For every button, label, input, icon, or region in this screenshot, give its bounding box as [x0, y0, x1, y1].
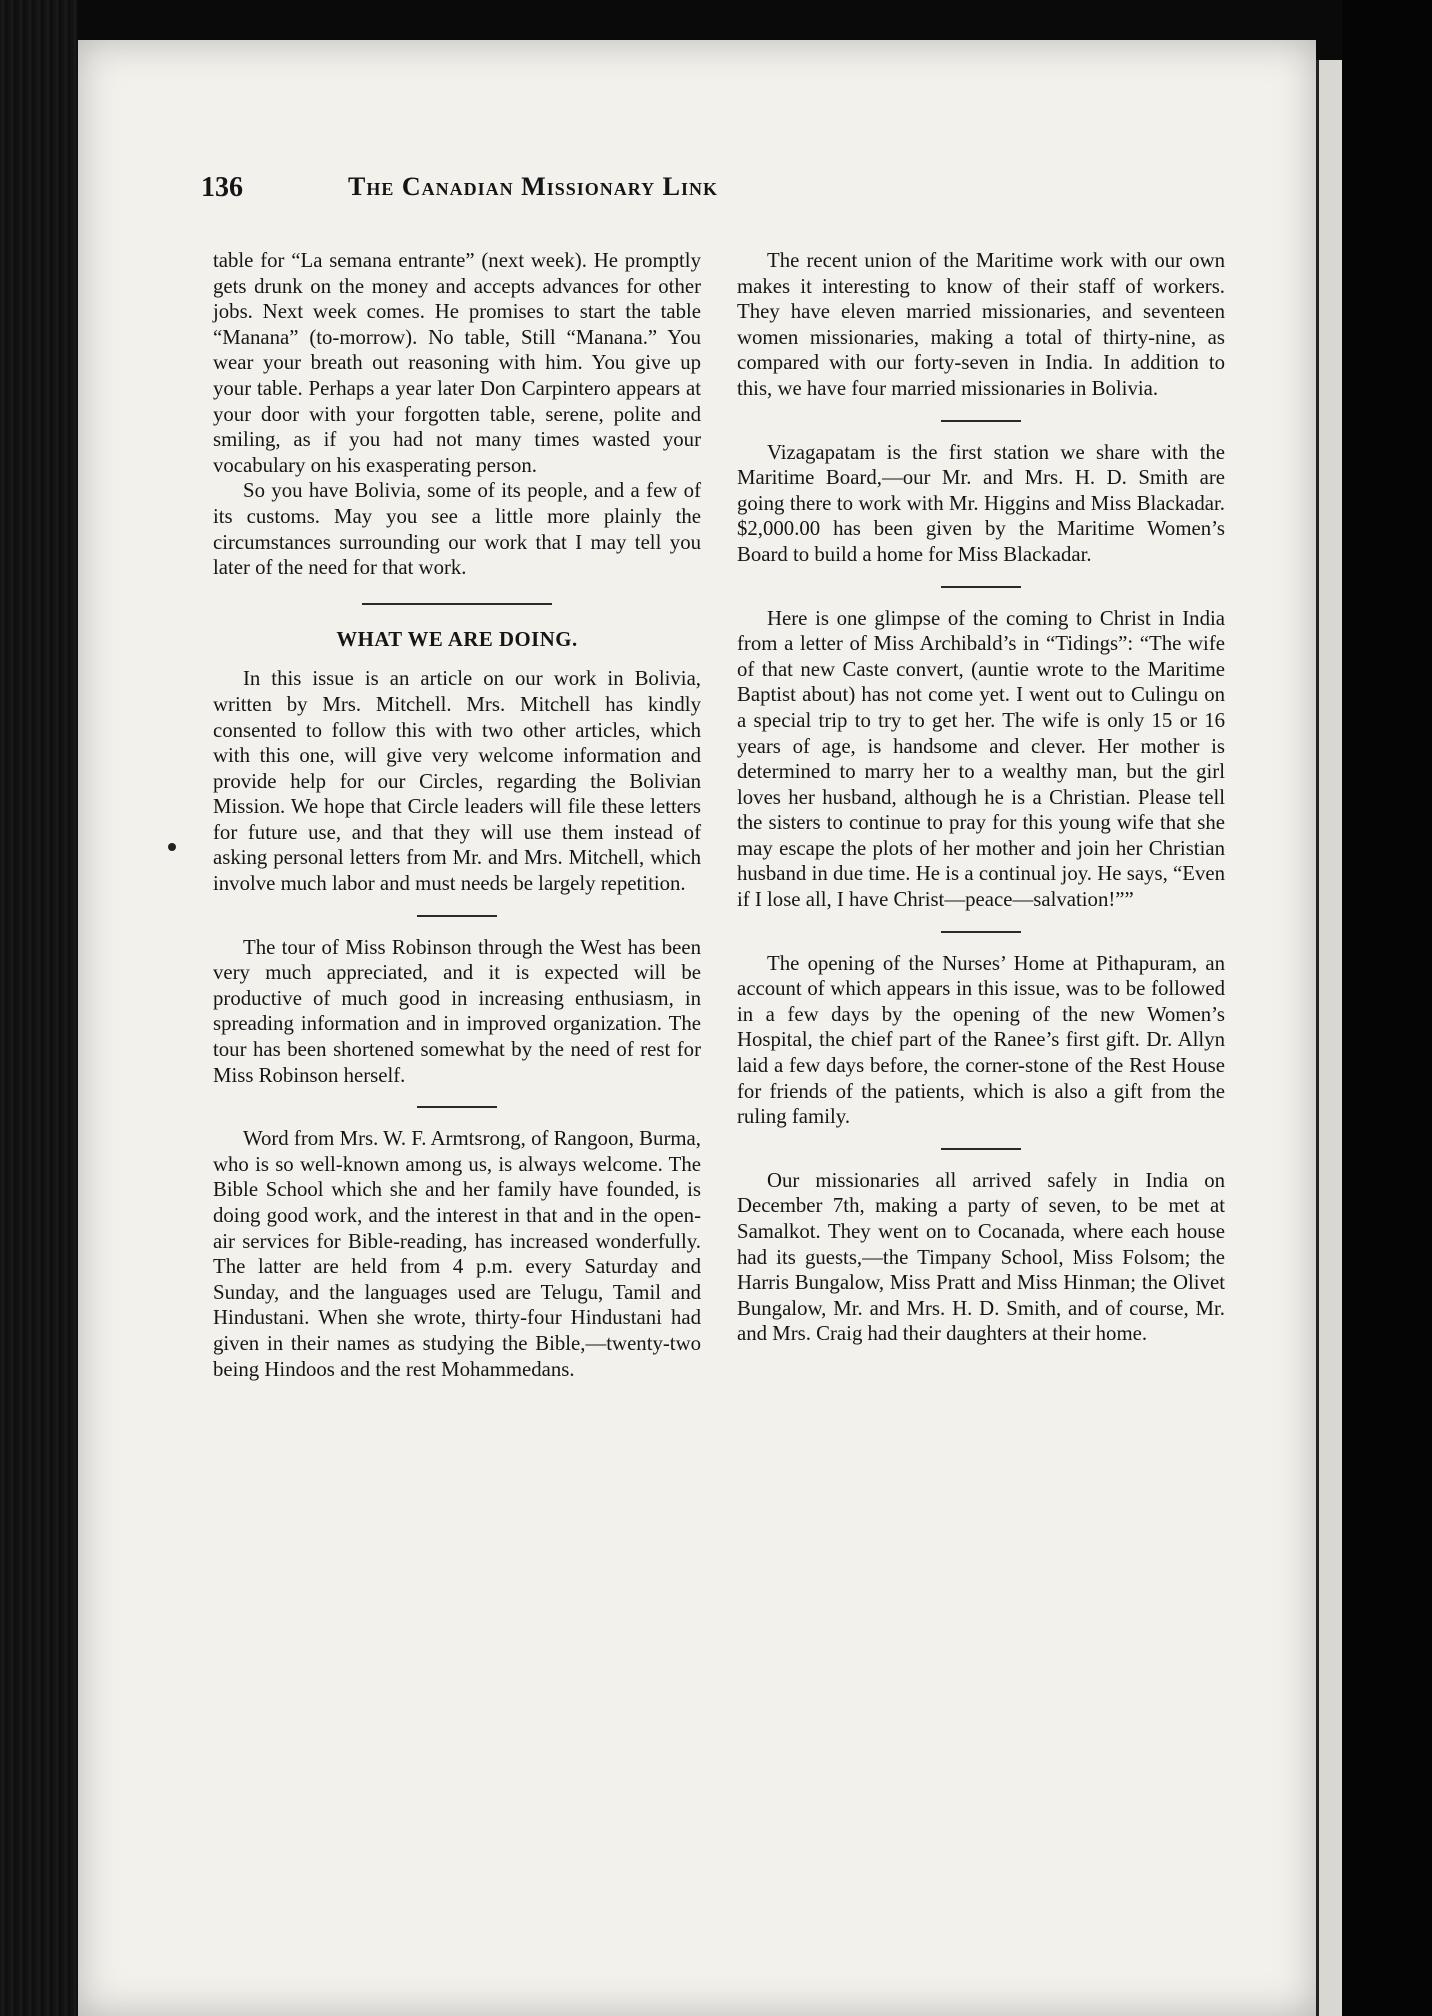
right-paragraph-5: Our missionaries all arrived safely in India on December 7th, making a party of seven, to be met at Samalkot. They went on to Cocanada, where each house had its guests,—the Timpany School, Miss Folsom; the Harris Bungalow, Miss Pratt and Miss Hinman; the Olivet Bungalow, Mr. and Mrs. H. D. Smith, and of course, Mr. and Mrs. Craig had their daughters at their home.: [737, 1168, 1225, 1346]
scan-binding-strip: [0, 0, 78, 2016]
ink-speck: [168, 843, 176, 851]
scan-background: [1342, 0, 1432, 2016]
item-divider: [417, 1106, 497, 1108]
section-heading: WHAT WE ARE DOING.: [336, 627, 578, 651]
item-divider: [941, 931, 1021, 933]
section-divider: [362, 603, 552, 605]
item-divider: [417, 915, 497, 917]
left-paragraph-1: table for “La semana entrante” (next week). He promptly gets drunk on the money and accepts advances for other jobs. Next week comes. He promises to start the table “Manana” (to-morrow). No table, Still “Manana.” You wear your breath out reasoning with him. You give up your table. Perhaps a year later Don Carpintero appears at your door with your forgotten table, serene, polite and smiling, as if you had not many times wasted your vocabulary on his exasperating person.: [213, 249, 701, 477]
page-number: 136: [201, 172, 243, 203]
right-paragraph-3: Here is one glimpse of the coming to Christ in India from a letter of Miss Archibald’s in “Tidings”: “The wife of that new Caste convert, (auntie wrote to the Maritime Baptist about) has not come yet. I went out to Culingu on a special trip to try to get her. The wife is only 15 or 16 years of age, is handsome and clever. Her mother is determined to marry her to a wealthy man, but the girl loves her husband, although he is a Christian. Please tell the sisters to continue to pray for this young wife that she may escape the plots of her mother and join her Christian husband in due time. He is a continual joy. He says, “Even if I lose all, I have Christ—peace—salvation!””: [737, 606, 1225, 912]
item-divider: [941, 586, 1021, 588]
left-paragraph-4: The tour of Miss Robinson through the West has been very much appreciated, and it is expected will be productive of much good in increasing enthusiasm, in spreading information and in improved organization. The tour has been shortened somewhat by the need of rest for Miss Robinson herself.: [213, 935, 701, 1087]
left-paragraph-2: So you have Bolivia, some of its people, and a few of its customs. May you see a little more plainly the circumstances surrounding our work that I may tell you later of the need for that work.: [213, 479, 701, 580]
left-column: [213, 248, 701, 1928]
item-divider: [941, 1148, 1021, 1150]
left-paragraph-3: In this issue is an article on our work in Bolivia, written by Mrs. Mitchell. Mrs. Mitchell has kindly consented to follow this with two other articles, which with this one, will give very welcome information and provide help for our Circles, regarding the Bolivian Mission. We hope that Circle leaders will file these letters for future use, and that they will use them instead of asking personal letters from Mr. and Mrs. Mitchell, which involve much labor and must needs be largely repetition.: [213, 667, 701, 896]
running-title: The Canadian Missionary Link: [348, 172, 718, 201]
right-paragraph-1: The recent union of the Maritime work with our own makes it interesting to know of their staff of workers. They have eleven married missionaries, and seventeen women missionaries, making a total of thirty-nine, as compared with our forty-seven in India. In addition to this, we have four married missionaries in Bolivia.: [737, 249, 1225, 400]
page-edge: [1316, 60, 1345, 2016]
right-column: [737, 248, 1225, 1928]
right-paragraph-2: Vizagapatam is the first station we share with the Maritime Board,—our Mr. and Mrs. H. D. Smith are going there to work with Mr. Higgins and Miss Blackadar. $2,000.00 has been given by the Maritime Women’s Board to build a home for Miss Blackadar.: [737, 440, 1225, 566]
item-divider: [941, 420, 1021, 422]
left-paragraph-5: Word from Mrs. W. F. Armtsrong, of Rangoon, Burma, who is so well-known among us, is always welcome. The Bible School which she and her family have founded, is doing good work, and the interest in that and in the open-air services for Bible-reading, has increased wonderfully. The latter are held from 4 p.m. every Saturday and Sunday, and the languages used are Telugu, Tamil and Hindustani. When she wrote, thirty-four Hindustani had given in their names as studying the Bible,—twenty-two being Hindoos and the rest Mohammedans.: [213, 1127, 701, 1381]
right-paragraph-4: The opening of the Nurses’ Home at Pithapuram, an account of which appears in this issue, was to be followed in a few days by the opening of the new Women’s Hospital, the chief part of the Ranee’s first gift. Dr. Allyn laid a few days before, the corner-stone of the Rest House for friends of the patients, which is also a gift from the ruling family.: [737, 951, 1225, 1129]
page-header: [118, 168, 948, 208]
